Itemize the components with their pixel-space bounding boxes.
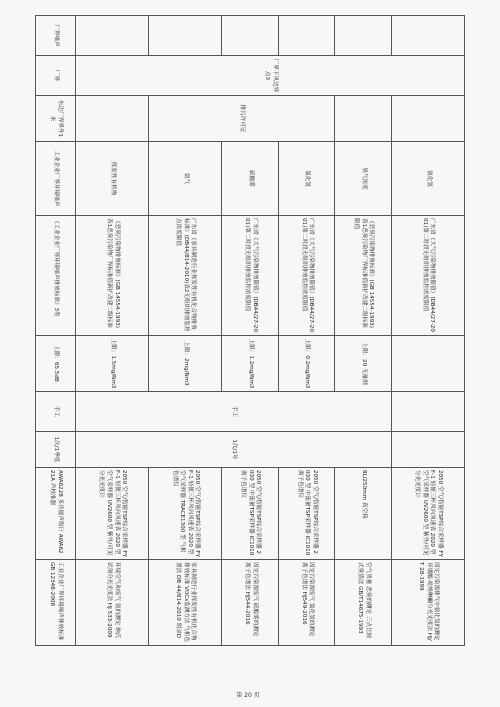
pollutant-cell: 氯化氢 xyxy=(278,142,335,216)
limit-cell: 上限：0.2mg/Nm3 xyxy=(278,336,335,392)
analysis-cell: 固定污染源排气中氨化氢的测定 异烟酸-吡唑啉酮分光光度法 HJ/T 28-1999 xyxy=(391,560,464,646)
analysis-cell: 固定污染源废气 氯化氢的测定 离子色谱法 HJ549-2016 xyxy=(278,560,335,646)
standard-cell: 《工业企业厂界环境噪声排放标准》3类 xyxy=(36,216,76,336)
pollutant-cell: 硫酸雾 xyxy=(222,142,279,216)
monitoring-table xyxy=(35,15,465,646)
pollutant-cell: 工业企业厂界环境噪声 xyxy=(36,142,76,216)
method-cell: 手工 xyxy=(36,392,76,432)
equipment-cell: 2050 空气/智能TSP综合采样器 2030 型 中流量TSP采样器 IC1010 离子色谱仪 xyxy=(278,468,335,560)
frequency-cell xyxy=(391,432,464,468)
pollutant-cell: 氨气 xyxy=(149,142,222,216)
blank-cell xyxy=(391,16,464,56)
blank-cell xyxy=(335,16,392,56)
method-cell: 手工 xyxy=(75,392,391,432)
equipment-cell: 8L/250mm 真空箱 xyxy=(335,468,392,560)
boundary-label: 厂界 xyxy=(36,56,76,96)
analysis-cell: 工业企业厂界环境噪声排放标准 GB 12348-2008 xyxy=(36,560,76,646)
table-row xyxy=(335,16,392,646)
analysis-cell: 家具制造行业挥发性有机化合物排放标准 VOCs监测方法 气相色谱法 DB 44/814-2010 附录D xyxy=(149,560,222,646)
analysis-cell: 环境空气和废气 氨的测定 纳氏试剂分光光度法 HJ 533-2009 xyxy=(75,560,148,646)
blank-cell xyxy=(391,96,464,142)
limit-cell: 上限：20 无量纲 xyxy=(335,336,392,392)
frequency-cell: 1次/1季度 xyxy=(36,432,76,468)
equipment-cell: 2050 空气/智能TSP综合采样器 FYF-1 轻便三杯风向风速表 2020 型 空气采样器 UV2600 型 紫外/可见分光光度计 xyxy=(391,468,464,560)
standard-cell: 广东省《家具制造行业挥发性有机化合物排放标准》(DB44/814-2010)表2无组织排放监控点浓度限值 xyxy=(149,216,222,336)
method-cell xyxy=(391,392,464,432)
table-row xyxy=(278,16,335,646)
limit-cell: 上限：2mg/Nm3 xyxy=(149,336,222,392)
analysis-cell: 固定污染源废气 硫酸雾的测定 离子色谱法 HJ544-2016 xyxy=(222,560,279,646)
blank-cell xyxy=(335,96,392,142)
standard-cell: 广东省《大气污染物排放限值》(DB44/27-2001)第二时段无组织排放监控浓度限值 xyxy=(278,216,335,336)
boundary-point-label: 东边厂界界外1米 xyxy=(36,96,76,142)
limit-cell: 上限：1.2mg/Nm3 xyxy=(222,336,279,392)
pollutant-cell: 挥发性有机物 xyxy=(75,142,148,216)
equipment-cell: 2050 空气/智能TSP综合采样器 FYF-1 轻便三杯风向风速表 2020 型 空气采样器 UV2600 型 紫外/可见分光光度计 xyxy=(75,468,148,560)
equipment-cell: AWA6228 多功能声级计 AWA6221A 声校准器 xyxy=(36,468,76,560)
blank-cell xyxy=(278,16,335,56)
limit-cell: 上限：65.5dB xyxy=(36,336,76,392)
table-row xyxy=(391,16,464,646)
noise-group-label: 厂界噪声 xyxy=(36,16,76,56)
blank-cell xyxy=(222,16,279,56)
equipment-cell: 2050 空气/智能TSP综合采样器 FYF-1 轻便三杯风向风速表 2020 型 空气采样器 TRACE1300 型 气相色谱仪 xyxy=(149,468,222,560)
rotated-table-sheet xyxy=(35,15,465,645)
blank-cell xyxy=(149,16,222,56)
blank-cell xyxy=(75,16,148,56)
frequency-cell: 1次/1年 xyxy=(75,432,391,468)
standard-cell: 广东省《大气污染物排放限值》(DB44/27-2001)第二时段无组织排放监控浓度限值 xyxy=(222,216,279,336)
equipment-cell: 2050 空气/智能TSP综合采样器 2030 型 中流量TSP采样器 IC1010 离子色谱仪 xyxy=(222,468,279,560)
page-number: 第 20 页 xyxy=(236,692,260,699)
permit-label: 排污许可证 xyxy=(149,96,335,142)
standard-cell: 广东省《大气污染物排放限值》(DB44/27-2001)第二时段无组织排放监控浓度限值 xyxy=(391,216,464,336)
standard-cell: 《恶臭污染物排放标准》(GB 14554-1993)表1恶臭污染物厂界标准值新扩改建二级标准限值 xyxy=(335,216,392,336)
limit-cell xyxy=(391,336,464,392)
boundary-point-label: 厂界下风边界点3 xyxy=(75,56,464,96)
table-row xyxy=(36,16,76,646)
pollutant-cell: 氨化氢 xyxy=(391,142,464,216)
table-row xyxy=(75,16,148,646)
blank-cell xyxy=(75,96,148,142)
pollutant-cell: 臭气浓度 xyxy=(335,142,392,216)
limit-cell: 上限：1.5mg/Nm3 xyxy=(75,336,148,392)
analysis-cell: 空气质量 恶臭的测定 三点比较式臭袋法 GB/T14675-1993 xyxy=(335,560,392,646)
standard-cell: 《恶臭污染物排放标准》(GB 14554-1993)表1恶臭污染物厂界标准值新扩改建二级标准 xyxy=(75,216,148,336)
